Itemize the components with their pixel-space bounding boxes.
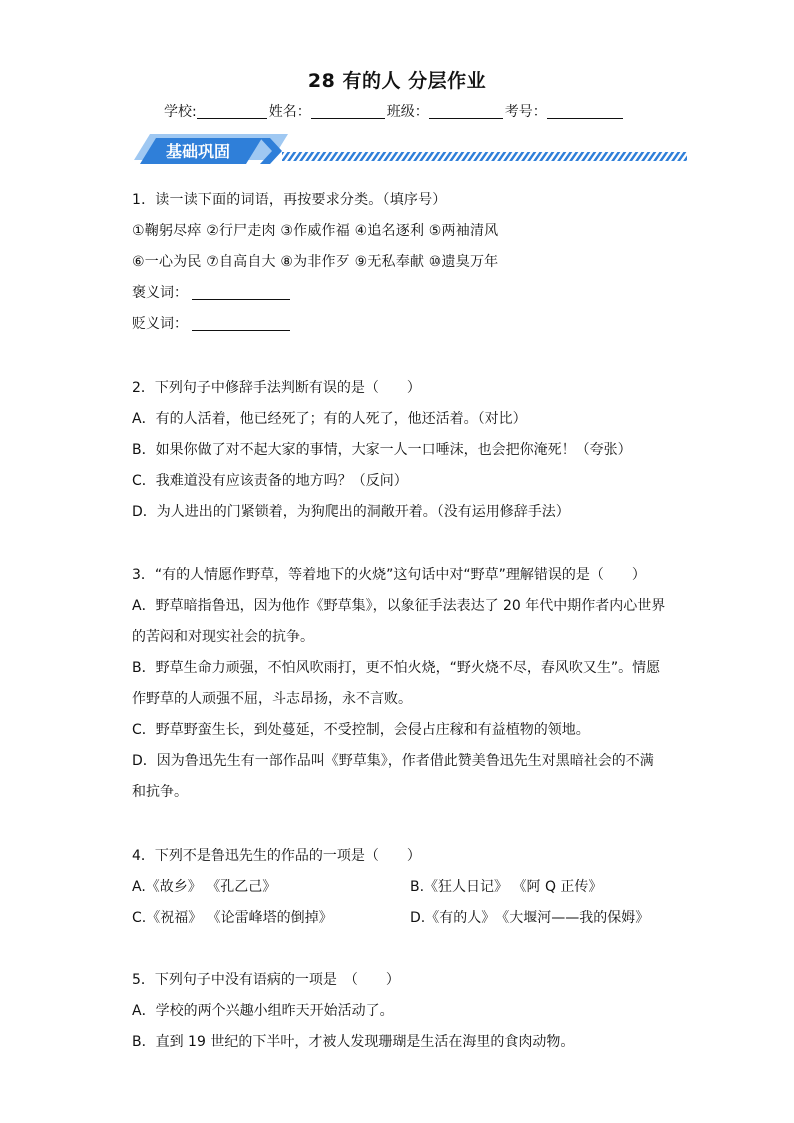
question-2-option-a: A．有的人活着，他已经死了；有的人死了，他还活着。（对比）	[132, 411, 527, 427]
question-1-words-row-2: ⑥一心为民 ⑦自高自大 ⑧为非作歹 ⑨无私奉献 ⑩遗臭万年	[132, 254, 499, 270]
derogatory-words-label: 贬义词：	[132, 316, 188, 332]
question-5-stem: 5．下列句子中没有语病的一项是 （ ）	[132, 972, 400, 988]
question-4-option-b: B.《狂人日记》 《阿 Q 正传》	[410, 879, 603, 895]
derogatory-words-blank[interactable]	[192, 316, 290, 331]
question-4-option-a: A.《故乡》 《孔乙己》	[132, 879, 277, 895]
class-blank[interactable]	[429, 104, 503, 119]
question-4-option-d: D.《有的人》 《大堰河——我的保姆》	[410, 910, 650, 926]
question-4	[132, 841, 649, 934]
question-2-option-c: C．我难道没有应该责备的地方吗？（反问）	[132, 473, 408, 489]
school-blank[interactable]	[197, 104, 267, 119]
section-banner	[132, 134, 692, 168]
praise-words-row	[132, 278, 498, 309]
question-1-stem: 1．读一读下面的词语，再按要求分类。（填序号）	[132, 192, 447, 208]
praise-words-label: 褒义词：	[132, 285, 188, 301]
question-1	[132, 185, 498, 340]
question-3-option-d-line-1: D．因为鲁迅先生有一部作品叫《野草集》，作者借此赞美鲁迅先生对黑暗社会的不满	[132, 753, 654, 769]
question-3-option-b-line-2: 作野草的人顽强不屈，斗志昂扬，永不言败。	[132, 691, 412, 707]
question-5-option-b: B．直到 19 世纪的下半叶，才被人发现珊瑚是生活在海里的食肉动物。	[132, 1034, 575, 1050]
question-4-options-row-2	[132, 903, 649, 934]
question-3-option-a-line-2: 的苦闷和对现实社会的抗争。	[132, 629, 314, 645]
class-label: 班级：	[386, 104, 429, 120]
page-title: 28 有的人 分层作业	[307, 70, 487, 92]
question-2-option-d: D．为人进出的门紧锁着，为狗爬出的洞敞开着。（没有运用修辞手法）	[132, 504, 570, 520]
school-label: 学校:	[164, 104, 197, 120]
question-4-options-row-1	[132, 872, 649, 903]
question-1-words-row-1: ①鞠躬尽瘁 ②行尸走肉 ③作威作福 ④追名逐利 ⑤两袖清风	[132, 223, 499, 239]
question-3-stem: 3．“有的人情愿作野草，等着地下的火烧”这句话中对“野草”理解错误的是（ ）	[132, 567, 646, 583]
name-label: 姓名：	[268, 104, 311, 120]
question-2	[132, 373, 632, 528]
banner-stripe-decoration	[282, 152, 687, 161]
question-5-option-a: A．学校的两个兴趣小组昨天开始活动了。	[132, 1003, 394, 1019]
question-5	[132, 965, 574, 1058]
question-4-stem: 4．下列不是鲁迅先生的作品的一项是（ ）	[132, 848, 421, 864]
question-2-stem: 2．下列句子中修辞手法判断有误的是（ ）	[132, 380, 421, 396]
question-4-option-c: C.《祝福》 《论雷峰塔的倒掉》	[132, 910, 333, 926]
student-info-line	[164, 101, 625, 121]
exam-label: 考号：	[504, 104, 547, 120]
question-2-option-b: B．如果你做了对不起大家的事情，大家一人一口唾沫，也会把你淹死！（夸张）	[132, 442, 632, 458]
question-3	[132, 560, 665, 808]
section-label: 基础巩固	[165, 142, 231, 161]
question-3-option-a-line-1: A．野草暗指鲁迅，因为他作《野草集》，以象征手法表达了 20 年代中期作者内心世界	[132, 598, 666, 614]
question-3-option-d-line-2: 和抗争。	[132, 784, 188, 800]
question-3-option-c: C．野草野蛮生长，到处蔓延，不受控制，会侵占庄稼和有益植物的领地。	[132, 722, 590, 738]
question-3-option-b-line-1: B．野草生命力顽强，不怕风吹雨打，更不怕火烧，“野火烧不尽，春风吹又生”。情愿	[132, 660, 661, 676]
exam-blank[interactable]	[547, 104, 623, 119]
derogatory-words-row	[132, 309, 498, 340]
name-blank[interactable]	[311, 104, 385, 119]
praise-words-blank[interactable]	[192, 285, 290, 300]
